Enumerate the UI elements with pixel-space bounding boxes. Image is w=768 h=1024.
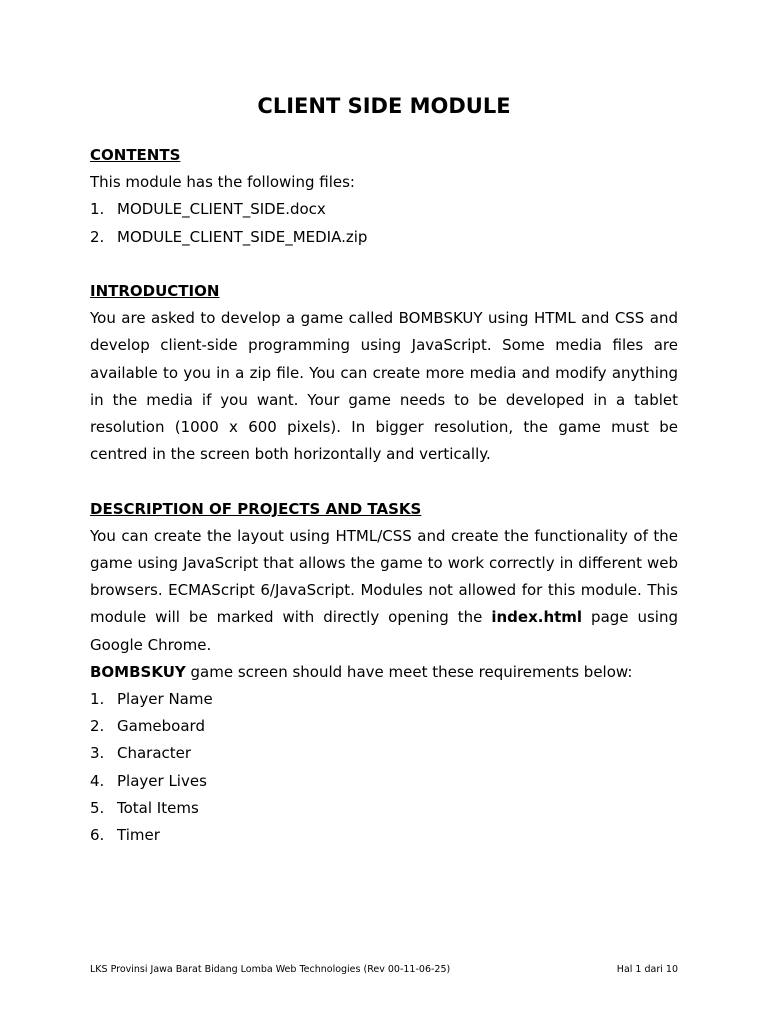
requirement-text: Player Lives <box>117 771 207 790</box>
contents-intro: This module has the following files: <box>90 173 355 192</box>
requirement-text: Player Name <box>117 690 213 709</box>
list-item <box>90 224 678 251</box>
description-heading: DESCRIPTION OF PROJECTS AND TASKS <box>90 499 422 518</box>
file-name: MODULE_CLIENT_SIDE.docx <box>117 200 326 219</box>
page-footer <box>90 963 678 977</box>
footer-page-number: Hal 1 dari 10 <box>616 964 678 975</box>
section-spacer <box>90 468 678 495</box>
list-number: 6. <box>90 826 105 845</box>
footer-document-info: LKS Provinsi Jawa Barat Bidang Lomba Web Technologies (Rev 00-11-06-25) <box>90 964 451 975</box>
list-item <box>90 686 678 713</box>
list-number: 1. <box>90 690 105 709</box>
list-number: 1. <box>90 200 105 219</box>
description-text-part: page using Google Chrome. <box>90 608 678 654</box>
list-item <box>90 713 678 740</box>
file-list <box>90 196 678 250</box>
description-text-part: You can create the layout using HTML/CSS and create the functionality of the game using JavaScript that allows the game to work correctly in different web browsers. ECMAScript 6/JavaScript. Modules not allowed for this module. This module will be marked with directly opening the <box>90 526 678 627</box>
list-item <box>90 822 678 849</box>
game-name: BOMBSKUY <box>90 662 186 681</box>
page-title: CLIENT SIDE MODULE <box>257 94 511 118</box>
section-spacer <box>90 251 678 278</box>
list-item <box>90 795 678 822</box>
introduction-heading: INTRODUCTION <box>90 282 220 300</box>
index-file-name: index.html <box>491 608 583 627</box>
list-number: 2. <box>90 717 105 736</box>
contents-heading: CONTENTS <box>90 146 181 164</box>
list-number: 5. <box>90 798 105 817</box>
document-page <box>90 0 678 1024</box>
requirement-text: Total Items <box>117 798 199 817</box>
description-text <box>90 523 678 659</box>
requirements-intro <box>90 659 678 686</box>
list-number: 4. <box>90 771 105 790</box>
list-item <box>90 740 678 767</box>
requirement-text: Gameboard <box>117 717 205 736</box>
document-body <box>90 142 678 849</box>
list-number: 2. <box>90 227 105 246</box>
list-item <box>90 196 678 223</box>
file-name: MODULE_CLIENT_SIDE_MEDIA.zip <box>117 227 368 246</box>
requirement-text: Timer <box>117 826 160 845</box>
requirements-list <box>90 686 678 849</box>
list-number: 3. <box>90 744 105 763</box>
list-item <box>90 768 678 795</box>
requirements-intro-text: game screen should have meet these requirements below: <box>185 662 633 681</box>
requirement-text: Character <box>117 744 192 763</box>
introduction-text: You are asked to develop a game called BOMBSKUY using HTML and CSS and develop client-side programming using JavaScript. Some media files are available to you in a zip file. You can create more media and modify anything in the media if you want. Your game needs to be developed in a tablet resolution (1000 x 600 pixels). In bigger resolution, the game must be centred in the screen both horizontally and vertically. <box>90 309 678 464</box>
